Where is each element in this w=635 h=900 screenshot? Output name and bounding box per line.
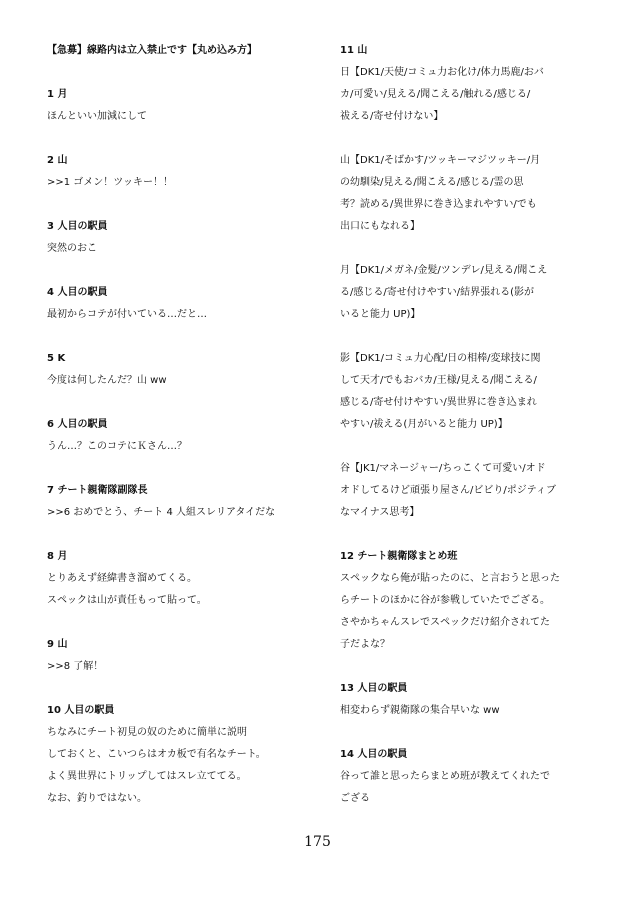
post-line: ござる	[340, 793, 370, 804]
post-line: いると能力 UP)】	[340, 309, 421, 320]
post-header: 8 月	[47, 551, 68, 562]
post	[47, 84, 309, 128]
post-line: オドしてるけど頑張り屋さん/ビビり/ポジティブ	[340, 485, 556, 496]
post	[340, 150, 602, 238]
post	[340, 744, 602, 810]
post-line: 山【DK1/そばかす/ツッキーマジツッキー/月	[340, 155, 541, 166]
post-line: 谷【JK1/マネージャー/ちっこくて可愛い/オド	[340, 463, 546, 474]
post-line: さやかちゃんスレでスペックだけ紹介されてた	[340, 617, 550, 628]
post-header: 12 チート親衛隊まとめ班	[340, 551, 458, 562]
post-header: 13 人目の駅員	[340, 683, 408, 694]
post-header: 5 K	[47, 353, 66, 364]
post-line: よく異世界にトリップしてはスレ立ててる。	[47, 771, 247, 782]
left-posts	[47, 84, 309, 810]
post	[340, 678, 602, 722]
post	[47, 414, 309, 458]
post-line: 相変わらず親衛隊の集合早いな ww	[340, 705, 500, 716]
post-line: >>1 ゴメン！ツッキー！！	[47, 177, 173, 188]
post-line: >>8 了解！	[47, 661, 104, 672]
post-line: ほんといい加減にして	[47, 111, 147, 122]
post-line: やすい/祓える(月がいると能力 UP)】	[340, 419, 508, 430]
post-header: 1 月	[47, 89, 68, 100]
post-header: 4 人目の駅員	[47, 287, 108, 298]
post-header: 6 人目の駅員	[47, 419, 108, 430]
post	[340, 348, 602, 436]
post	[47, 546, 309, 612]
thread-title: 【急募】線路内は立入禁止です【丸め込み方】	[47, 45, 257, 56]
post-line: 日【DK1/天使/コミュ力お化け/体力馬鹿/おバ	[340, 67, 544, 78]
post-line: スペックなら俺が貼ったのに、と言おうと思った	[340, 573, 560, 584]
post	[340, 458, 602, 524]
post-header: 2 山	[47, 155, 68, 166]
post-line: なお、釣りではない。	[47, 793, 147, 804]
post	[47, 480, 309, 524]
right-posts	[340, 40, 602, 810]
post-line: 子だよな？	[340, 639, 390, 650]
post-line: 出口にもなれる】	[340, 221, 420, 232]
post	[340, 40, 602, 128]
post-line: る/感じる/寄せ付けやすい/結界張れる(影が	[340, 287, 535, 298]
post-line: とりあえず経緯書き溜めてくる。	[47, 573, 197, 584]
post-header: 10 人目の駅員	[47, 705, 115, 716]
post	[47, 150, 309, 194]
post-line: 祓える/寄せ付けない】	[340, 111, 444, 122]
left-column	[47, 40, 309, 810]
post-line: らチートのほかに谷が参戦していたでござる。	[340, 595, 550, 606]
post-header: 11 山	[340, 45, 368, 56]
post-header: 7 チート親衛隊副隊長	[47, 485, 148, 496]
post	[340, 260, 602, 326]
post-line: カ/可愛い/見える/聞こえる/触れる/感じる/	[340, 89, 531, 100]
post-line: なマイナス思考】	[340, 507, 420, 518]
post	[47, 282, 309, 326]
post-line: 突然のおこ	[47, 243, 97, 254]
post-line: スペックは山が責任もって貼って。	[47, 595, 207, 606]
post-line: の幼馴染/見える/聞こえる/感じる/霊の思	[340, 177, 524, 188]
right-column	[340, 40, 602, 810]
post-line: 考？読める/異世界に巻き込まれやすい/でも	[340, 199, 537, 210]
post-line: 影【DK1/コミュ力心配/日の相棒/変球技に関	[340, 353, 541, 364]
post	[340, 546, 602, 656]
post-header: 14 人目の駅員	[340, 749, 408, 760]
page-number: 175	[304, 834, 331, 850]
post-line: ちなみにチート初見の奴のために簡単に説明	[47, 727, 247, 738]
post	[47, 216, 309, 260]
post	[47, 634, 309, 678]
post-header: 9 山	[47, 639, 68, 650]
post-line: うん…？このコテにＫさん…？	[47, 441, 187, 452]
post	[47, 700, 309, 810]
post-line: 今度は何したんだ？山 ww	[47, 375, 167, 386]
post	[47, 348, 309, 392]
post-line: 感じる/寄せ付けやすい/異世界に巻き込まれ	[340, 397, 537, 408]
post-header: 3 人目の駅員	[47, 221, 108, 232]
post-line: しておくと、こいつらはオカ板で有名なチート。	[47, 749, 266, 760]
post-line: 谷って誰と思ったらまとめ班が教えてくれたで	[340, 771, 550, 782]
post-line: 最初からコテが付いている…だと…	[47, 309, 207, 320]
post-line: >>6 おめでとう、チート 4 人組スレリアタイだな	[47, 507, 276, 518]
post-line: して天才/でもおバカ/王様/見える/聞こえる/	[340, 375, 537, 386]
post-line: 月【DK1/メガネ/金髪/ツンデレ/見える/聞こえ	[340, 265, 548, 276]
